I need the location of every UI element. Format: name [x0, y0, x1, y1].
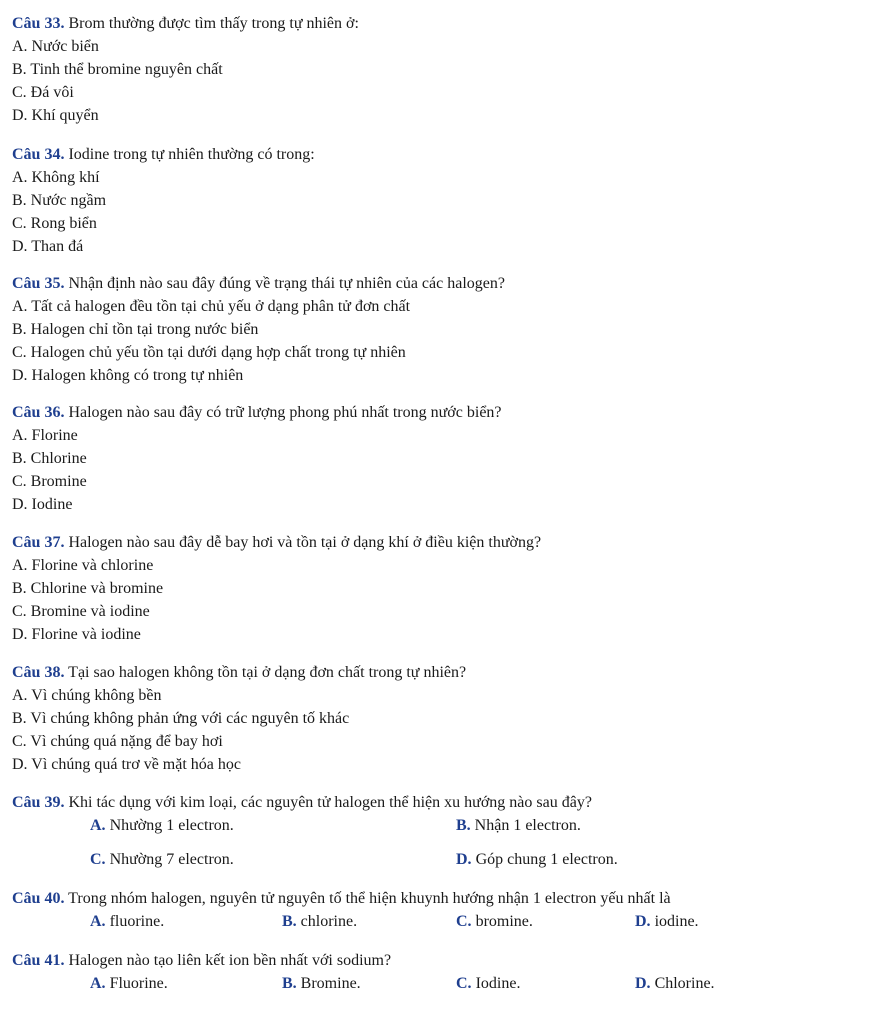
option-c: C. Nhường 7 electron.: [90, 851, 234, 868]
question-33: [12, 12, 872, 127]
option-b: B. Bromine.: [282, 975, 361, 992]
question-number: Câu 40.: [12, 890, 65, 907]
option-d: D. Than đá: [12, 238, 84, 255]
option-c: C. Iodine.: [456, 975, 521, 992]
option-a: A. Nhường 1 electron.: [90, 817, 234, 834]
option-d: D. Halogen không có trong tự nhiên: [12, 367, 244, 384]
option-b: B. Vì chúng không phản ứng với các nguyên tố khác: [12, 710, 350, 727]
option-c: C. Vì chúng quá nặng để bay hơi: [12, 733, 223, 750]
question-text: Brom thường được tìm thấy trong tự nhiên ở:: [68, 15, 359, 32]
option-a: A. fluorine.: [90, 913, 165, 930]
question-number: Câu 35.: [12, 275, 65, 292]
question-text: Halogen nào sau đây có trữ lượng phong phú nhất trong nước biển?: [68, 404, 502, 421]
question-text: Nhận định nào sau đây đúng về trạng thái tự nhiên của các halogen?: [68, 275, 505, 292]
question-number: Câu 38.: [12, 664, 65, 681]
question-number: Câu 36.: [12, 404, 65, 421]
option-c: C. Đá vôi: [12, 84, 74, 101]
option-c: C. Bromine: [12, 473, 87, 490]
option-c: C. Bromine và iodine: [12, 603, 150, 620]
option-a: A. Florine: [12, 427, 78, 444]
question-number: Câu 33.: [12, 15, 65, 32]
option-a: A. Nước biển: [12, 38, 99, 55]
option-a: A. Tất cả halogen đều tồn tại chủ yếu ở dạng phân tử đơn chất: [12, 298, 411, 315]
option-row: [12, 848, 872, 871]
option-b: B. Halogen chỉ tồn tại trong nước biển: [12, 321, 259, 338]
option-b: B. Chlorine và bromine: [12, 580, 164, 597]
question-number: Câu 41.: [12, 952, 65, 969]
question-35: [12, 272, 872, 387]
question-text: Khi tác dụng với kim loại, các nguyên tử halogen thể hiện xu hướng nào sau đây?: [68, 794, 592, 811]
question-40: [12, 887, 872, 933]
option-a: A. Florine và chlorine: [12, 557, 154, 574]
option-b: B. Nước ngầm: [12, 192, 107, 209]
question-37: [12, 531, 872, 646]
question-36: [12, 401, 872, 516]
question-text: Tại sao halogen không tồn tại ở dạng đơn chất trong tự nhiên?: [68, 664, 467, 681]
question-number: Câu 39.: [12, 794, 65, 811]
option-d: D. Khí quyển: [12, 107, 99, 124]
question-text: Iodine trong tự nhiên thường có trong:: [68, 146, 315, 163]
option-d: D. iodine.: [635, 913, 699, 930]
question-41: [12, 949, 872, 995]
option-c: C. Halogen chủ yếu tồn tại dưới dạng hợp chất trong tự nhiên: [12, 344, 406, 361]
question-number: Câu 34.: [12, 146, 65, 163]
option-b: B. chlorine.: [282, 913, 358, 930]
option-d: D. Góp chung 1 electron.: [456, 851, 618, 868]
option-a: A. Vì chúng không bền: [12, 687, 162, 704]
option-c: C. Rong biển: [12, 215, 97, 232]
option-a: A. Fluorine.: [90, 975, 168, 992]
option-row: [12, 972, 872, 995]
option-d: D. Iodine: [12, 496, 73, 513]
cut-off-next-line: [12, 1006, 412, 1014]
option-d: D. Vì chúng quá trơ về mặt hóa học: [12, 756, 241, 773]
question-number: Câu 37.: [12, 534, 65, 551]
option-row: [12, 910, 872, 933]
option-a: A. Không khí: [12, 169, 100, 186]
question-text: Halogen nào sau đây dễ bay hơi và tồn tại ở dạng khí ở điều kiện thường?: [68, 534, 542, 551]
option-b: B. Tinh thể bromine nguyên chất: [12, 61, 223, 78]
question-39: [12, 791, 872, 871]
question-text: Trong nhóm halogen, nguyên tử nguyên tố thể hiện khuynh hướng nhận 1 electron yếu nhất là: [68, 890, 671, 907]
option-row: [12, 814, 872, 837]
question-34: [12, 143, 872, 258]
option-d: D. Florine và iodine: [12, 626, 141, 643]
option-b: B. Nhận 1 electron.: [456, 817, 581, 834]
option-b: B. Chlorine: [12, 450, 87, 467]
option-d: D. Chlorine.: [635, 975, 715, 992]
question-text: Halogen nào tạo liên kết ion bền nhất với sodium?: [68, 952, 392, 969]
option-c: C. bromine.: [456, 913, 533, 930]
question-38: [12, 661, 872, 776]
